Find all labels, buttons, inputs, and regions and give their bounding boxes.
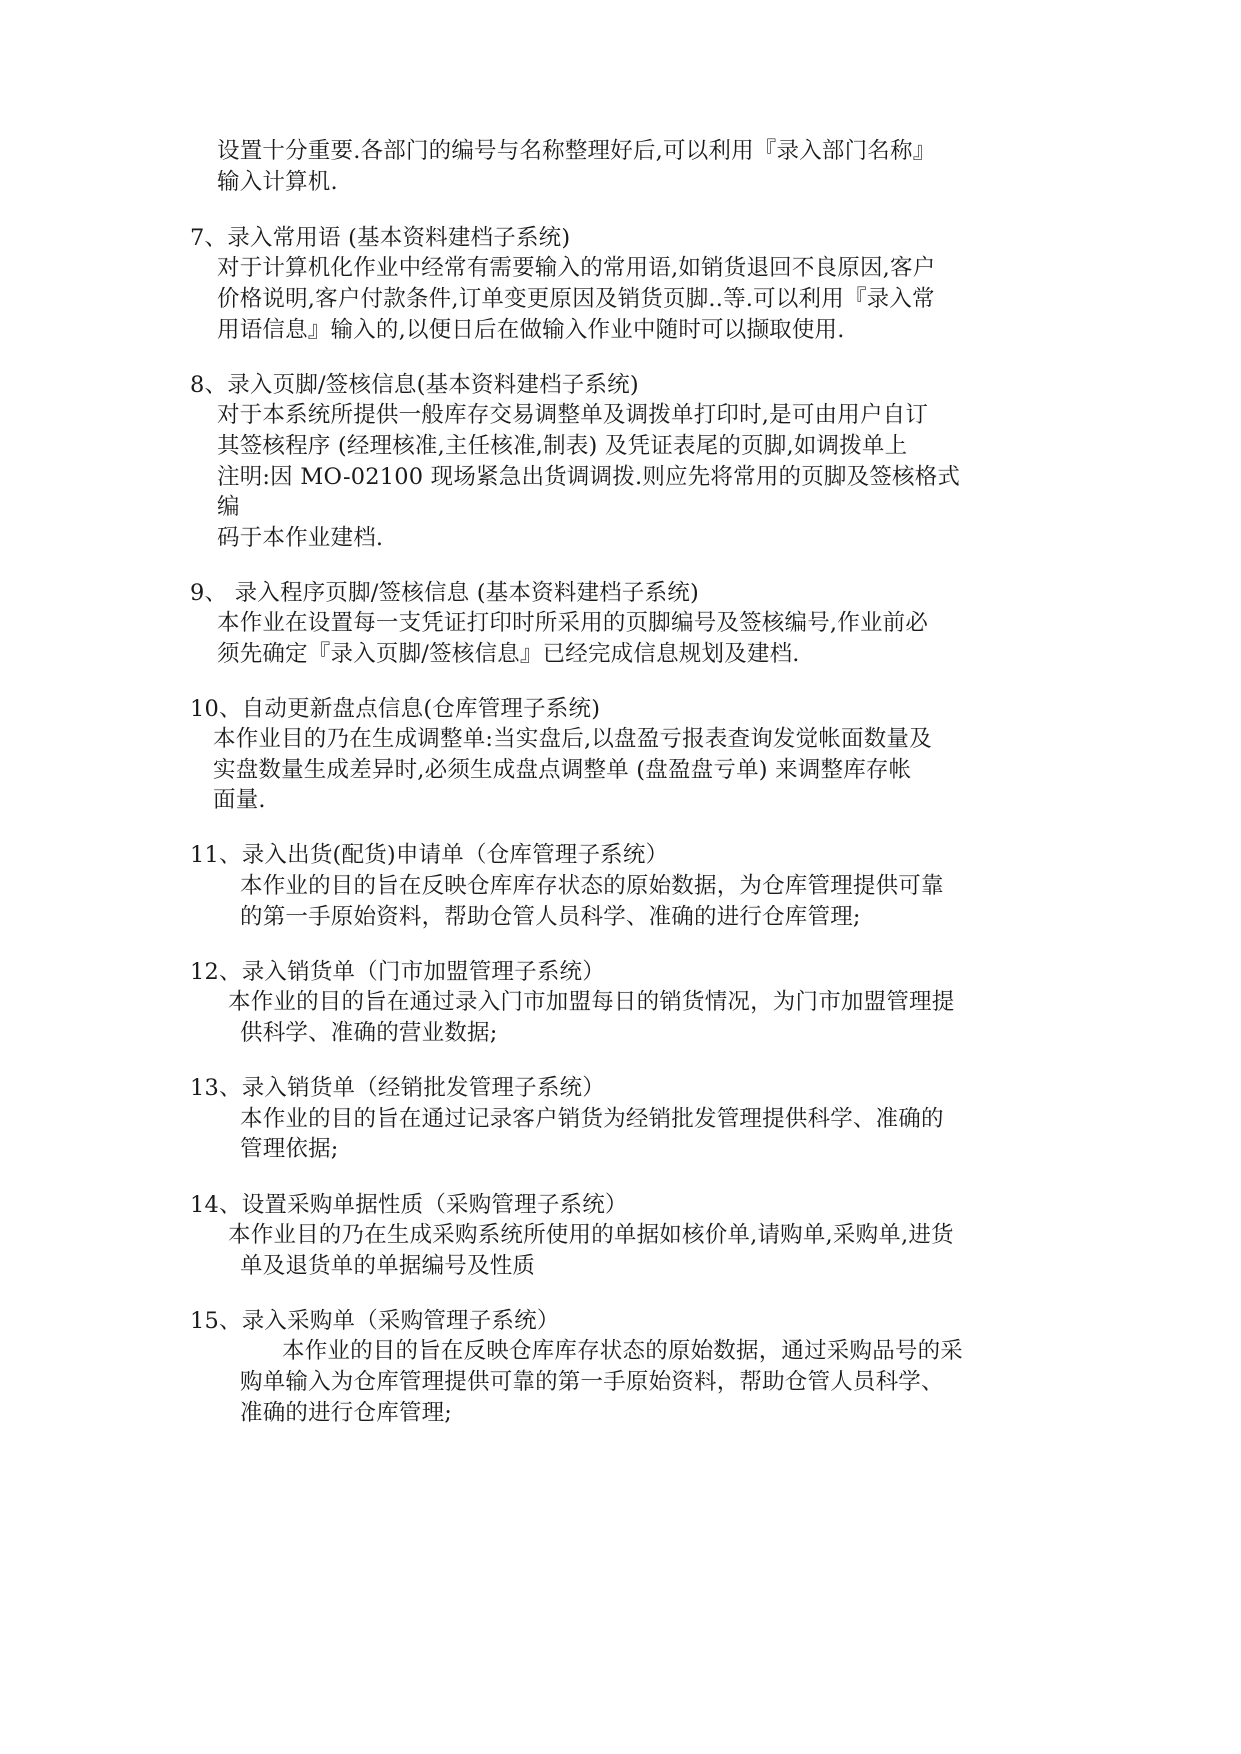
section-body-line: 本作业目的乃在生成采购系统所使用的单据如核价单,请购单,采购单,进货: [228, 1222, 954, 1248]
section-body-line: 供科学、准确的营业数据;: [240, 1020, 498, 1046]
section-body-line: 购单输入为仓库管理提供可靠的第一手原始资料，帮助仓管人员科学、: [240, 1369, 944, 1395]
section-body-line: 本作业目的乃在生成调整单:当实盘后,以盘盈亏报表查询发觉帐面数量及: [213, 726, 932, 752]
section-body-line: 本作业的目的旨在通过录入门市加盟每日的销货情况，为门市加盟管理提: [228, 989, 955, 1015]
section-body-line: 准确的进行仓库管理;: [240, 1400, 453, 1426]
section-heading-7: 7、录入常用语 (基本资料建档子系统): [190, 225, 571, 251]
section-body-line: 本作业的目的旨在反映仓库库存状态的原始数据，通过采购品号的采: [282, 1338, 964, 1364]
section-body-line: 编: [217, 494, 240, 520]
section-body-line: 码于本作业建档.: [217, 525, 384, 551]
section-body-line: 注明:因 MO-02100 现场紧急出货调调拨.则应先将常用的页脚及签核格式: [217, 464, 961, 490]
section-body-line: 面量.: [213, 787, 266, 813]
section-heading-12: 12、录入销货单（门市加盟管理子系统）: [190, 959, 605, 985]
intro-line: 设置十分重要.各部门的编号与名称整理好后,可以利用『录入部门名称』: [217, 138, 936, 164]
section-body-line: 管理依据;: [240, 1136, 339, 1162]
section-body-line: 对于本系统所提供一般库存交易调整单及调拨单打印时,是可由用户自订: [217, 402, 929, 428]
section-heading-15: 15、录入采购单（采购管理子系统）: [190, 1308, 560, 1334]
section-body-line: 对于计算机化作业中经常有需要输入的常用语,如销货退回不良原因,客户: [217, 255, 936, 281]
section-heading-14: 14、设置采购单据性质（采购管理子系统）: [190, 1192, 628, 1218]
section-body-line: 价格说明,客户付款条件,订单变更原因及销货页脚..等.可以利用『录入常: [217, 286, 935, 312]
section-body-line: 单及退货单的单据编号及性质: [240, 1253, 536, 1279]
section-body-line: 实盘数量生成差异时,必须生成盘点调整单 (盘盈盘亏单) 来调整库存帐: [213, 757, 912, 783]
section-heading-10: 10、自动更新盘点信息(仓库管理子系统): [190, 696, 601, 722]
section-heading-8: 8、录入页脚/签核信息(基本资料建档子系统): [190, 372, 639, 398]
section-heading-13: 13、录入销货单（经销批发管理子系统）: [190, 1075, 605, 1101]
section-body-line: 本作业的目的旨在通过记录客户销货为经销批发管理提供科学、准确的: [240, 1106, 944, 1132]
section-body-line: 的第一手原始资料，帮助仓管人员科学、准确的进行仓库管理;: [240, 904, 861, 930]
section-body-line: 本作业在设置每一支凭证打印时所采用的页脚编号及签核编号,作业前必: [217, 610, 929, 636]
section-body-line: 其签核程序 (经理核准,主任核准,制表) 及凭证表尾的页脚,如调拨单上: [217, 433, 908, 459]
section-heading-11: 11、录入出货(配货)申请单（仓库管理子系统）: [190, 842, 669, 868]
section-body-line: 须先确定『录入页脚/签核信息』已经完成信息规划及建档.: [217, 641, 800, 667]
section-body-line: 本作业的目的旨在反映仓库库存状态的原始数据，为仓库管理提供可靠: [240, 873, 944, 899]
intro-line: 输入计算机.: [217, 169, 338, 195]
section-heading-9: 9、 录入程序页脚/签核信息 (基本资料建档子系统): [190, 580, 699, 606]
section-body-line: 用语信息』输入的,以便日后在做输入作业中随时可以撷取使用.: [217, 317, 845, 343]
